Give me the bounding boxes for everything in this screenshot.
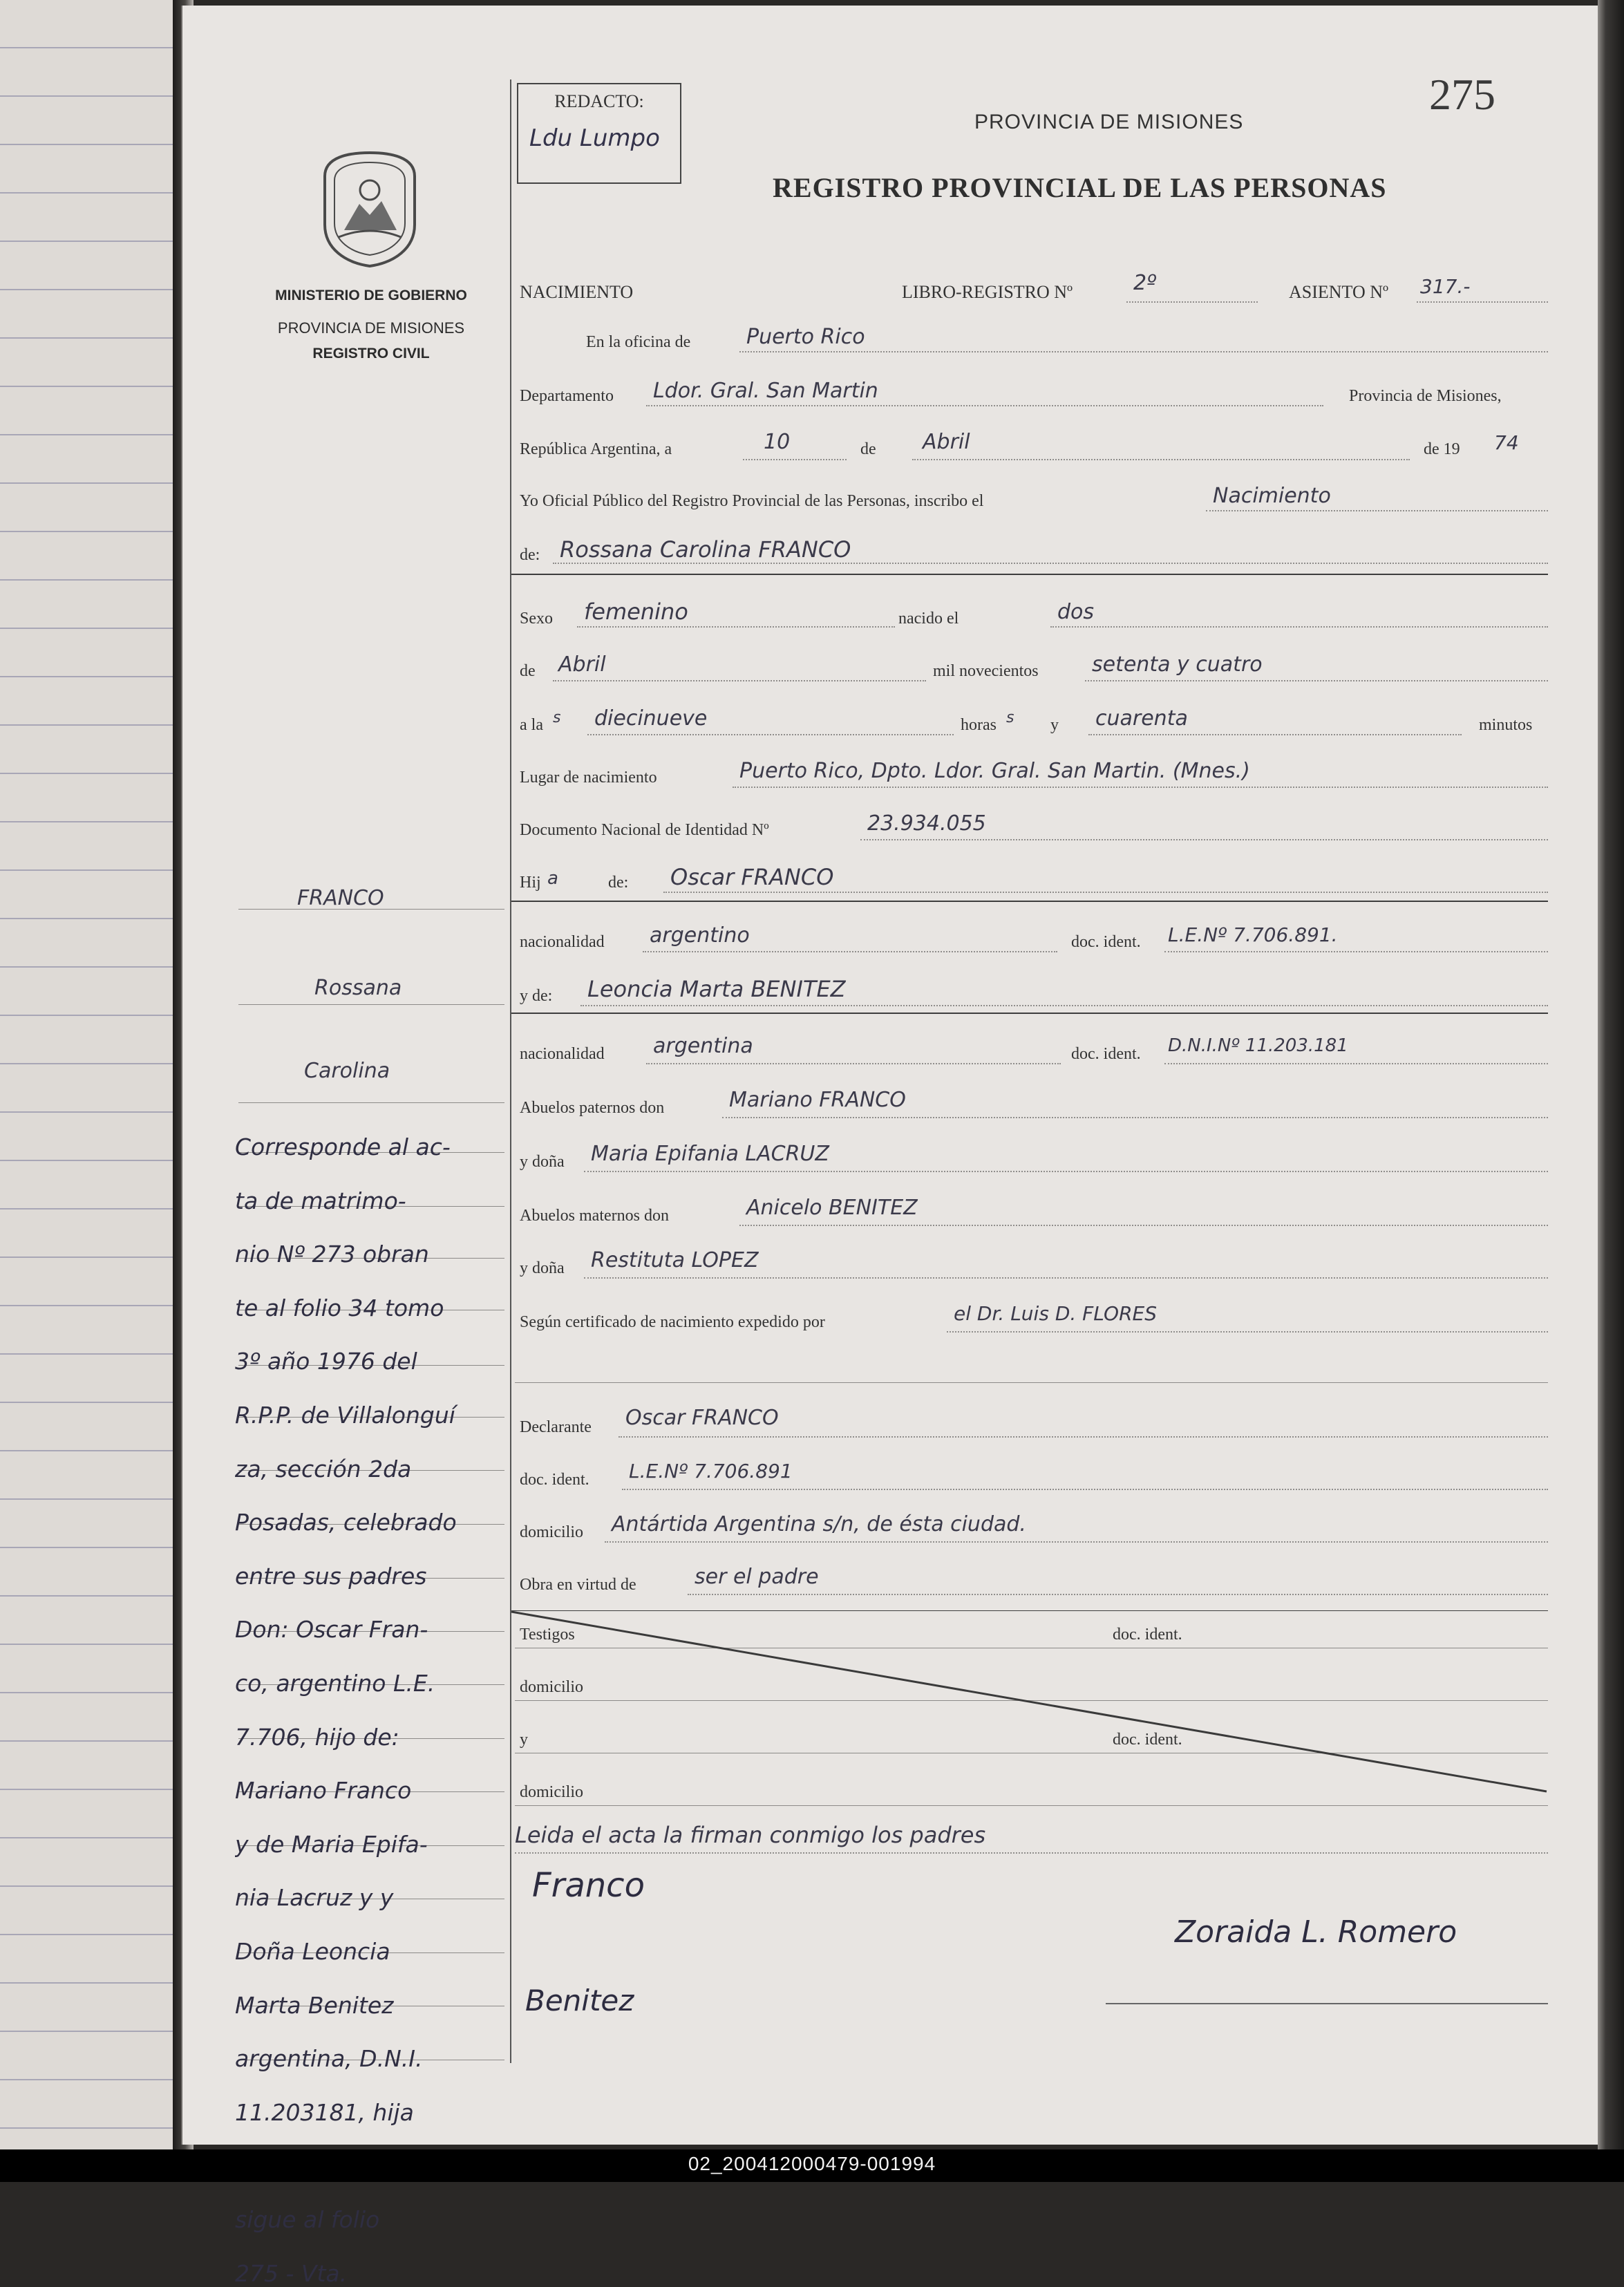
signature-line bbox=[1106, 2003, 1548, 2004]
certificate-value: el Dr. Luis D. FLORES bbox=[954, 1302, 1157, 1325]
margin-note-line: nia Lacruz y y bbox=[235, 1884, 394, 1912]
maternal-grandfather-label: Abuelos maternos don bbox=[520, 1207, 669, 1225]
de-label: de bbox=[860, 440, 876, 458]
margin-note-line: R.P.P. de Villalonguí bbox=[235, 1402, 455, 1429]
provincial-seal-icon bbox=[318, 149, 422, 270]
born-label: nacido el bbox=[898, 610, 959, 628]
closing-statement: Leida el acta la firman conmigo los padres bbox=[515, 1822, 986, 1848]
closing-dotted-line bbox=[515, 1852, 1548, 1854]
father-doc-label: doc. ident. bbox=[1071, 933, 1141, 951]
ministry-province: PROVINCIA DE MISIONES bbox=[277, 319, 465, 337]
office-value: Puerto Rico bbox=[746, 325, 865, 349]
entry-dotted-line bbox=[1417, 301, 1548, 303]
father-name: Oscar FRANCO bbox=[670, 864, 834, 890]
witness-and-label: y bbox=[520, 1731, 528, 1749]
maternal-grandfather-value: Anicelo BENITEZ bbox=[746, 1196, 918, 1220]
address-label: domicilio bbox=[520, 1523, 583, 1541]
paternal-grandmother-dotted-line bbox=[584, 1171, 1548, 1172]
witness-address-label-2: domicilio bbox=[520, 1783, 583, 1801]
margin-first-name: Rossana bbox=[314, 976, 402, 1000]
day-value: 10 bbox=[764, 430, 791, 454]
dni-value: 23.934.055 bbox=[867, 811, 986, 836]
margin-note-line: argentina, D.N.I. bbox=[235, 2045, 423, 2073]
maternal-grandmother-label: y doña bbox=[520, 1259, 565, 1277]
entry-label: ASIENTO Nº bbox=[1289, 282, 1389, 302]
father-doc-dotted-line bbox=[1164, 951, 1548, 952]
section-rule bbox=[511, 574, 1548, 575]
mother-doc-dotted-line bbox=[1164, 1063, 1548, 1064]
father-nationality-label: nacionalidad bbox=[520, 933, 605, 951]
margin-rule bbox=[238, 1004, 504, 1005]
born-year-value: setenta y cuatro bbox=[1092, 652, 1263, 677]
dni-label: Documento Nacional de Identidad Nº bbox=[520, 821, 769, 839]
mother-signature: Benitez bbox=[525, 1984, 634, 2017]
margin-middle-name: Carolina bbox=[304, 1059, 390, 1083]
maternal-grandmother-dotted-line bbox=[584, 1277, 1548, 1279]
father-doc-value: L.E.Nº 7.706.891. bbox=[1168, 923, 1338, 946]
margin-note-line: Corresponde al ac- bbox=[235, 1133, 451, 1160]
dni-dotted-line bbox=[860, 839, 1548, 840]
father-nationality-dotted-line bbox=[643, 951, 1057, 952]
declarant-doc-dotted-line bbox=[622, 1489, 1548, 1490]
margin-note-line: 7.706, hijo de: bbox=[235, 1723, 399, 1751]
minutes-label: minutos bbox=[1479, 716, 1533, 734]
sex-label: Sexo bbox=[520, 610, 553, 628]
image-id-label: 02_200412000479-001994 bbox=[688, 2153, 936, 2174]
declarant-dotted-line bbox=[619, 1436, 1548, 1438]
office-dotted-line bbox=[739, 351, 1548, 352]
paternal-grandfather-value: Mariano FRANCO bbox=[729, 1088, 906, 1112]
minute-dotted-line bbox=[1088, 734, 1462, 735]
minute-value: cuarenta bbox=[1095, 706, 1188, 731]
father-nationality-value: argentino bbox=[650, 923, 750, 948]
year-value: 74 bbox=[1494, 431, 1519, 454]
country-label: República Argentina, a bbox=[520, 440, 672, 458]
redacto-label: REDACTO: bbox=[554, 91, 644, 111]
ministry-name: MINISTERIO DE GOBIERNO bbox=[275, 288, 467, 303]
maternal-grandfather-dotted-line bbox=[739, 1225, 1548, 1226]
declarant-doc-label: doc. ident. bbox=[520, 1471, 589, 1489]
born-month-value: Abril bbox=[558, 652, 606, 677]
mother-nationality-label: nacionalidad bbox=[520, 1045, 605, 1063]
declarant-value: Oscar FRANCO bbox=[625, 1406, 779, 1430]
book-dotted-line bbox=[1126, 301, 1258, 303]
page-number: 275 bbox=[1429, 70, 1495, 119]
year-label: de 19 bbox=[1424, 440, 1460, 458]
margin-note-line: Posadas, celebrado bbox=[235, 1509, 457, 1536]
margin-note-line: te al folio 34 tomo bbox=[235, 1294, 444, 1321]
margin-note-line: sigue al folio bbox=[235, 2206, 380, 2233]
margin-note-line: ta de matrimo- bbox=[235, 1187, 406, 1214]
department-label: Departamento bbox=[520, 387, 614, 405]
margin-note-line: Marta Benitez bbox=[235, 1991, 394, 2019]
province-heading: PROVINCIA DE MISIONES bbox=[974, 111, 1244, 133]
witness-doc-label: doc. ident. bbox=[1113, 1626, 1182, 1644]
witness-strike-line bbox=[510, 1610, 1548, 1794]
name-dotted-line bbox=[553, 563, 1548, 564]
registrant-name: Rossana Carolina FRANCO bbox=[560, 536, 851, 563]
hours-suffix: s bbox=[1006, 709, 1014, 726]
blank-line bbox=[515, 1382, 1548, 1383]
margin-rule bbox=[238, 1102, 504, 1103]
paternal-grandfather-label: Abuelos paternos don bbox=[520, 1099, 665, 1117]
born-day-dotted-line bbox=[1050, 626, 1548, 628]
and-label: y bbox=[1050, 716, 1059, 734]
capacity-label: Obra en virtud de bbox=[520, 1576, 636, 1594]
sex-value: femenino bbox=[584, 599, 688, 625]
next-page-edge bbox=[1598, 0, 1624, 2149]
certificate-dotted-line bbox=[947, 1331, 1548, 1333]
born-year-dotted-line bbox=[1085, 680, 1548, 681]
paternal-grandmother-value: Maria Epifania LACRUZ bbox=[591, 1142, 829, 1166]
birthplace-dotted-line bbox=[733, 787, 1548, 788]
book-label: LIBRO-REGISTRO Nº bbox=[902, 282, 1073, 302]
birthplace-value: Puerto Rico, Dpto. Ldor. Gral. San Martin. (Mnes.) bbox=[739, 759, 1250, 783]
margin-note-line: co, argentino L.E. bbox=[235, 1670, 435, 1697]
paternal-grandfather-dotted-line bbox=[722, 1117, 1548, 1118]
margin-surname: FRANCO bbox=[297, 886, 384, 910]
mother-dotted-line bbox=[580, 1005, 1548, 1006]
month-value: Abril bbox=[923, 430, 970, 454]
child-of-label: de: bbox=[608, 874, 629, 892]
official-signature: Zoraida L. Romero bbox=[1175, 1914, 1457, 1950]
margin-note-line: 11.203181, hija bbox=[235, 2098, 414, 2126]
capacity-value: ser el padre bbox=[695, 1565, 819, 1589]
capacity-dotted-line bbox=[688, 1594, 1548, 1595]
mother-doc-label: doc. ident. bbox=[1071, 1045, 1141, 1063]
inscribed-value: Nacimiento bbox=[1213, 484, 1331, 508]
month-dotted-line bbox=[912, 459, 1410, 460]
witness-address-label: domicilio bbox=[520, 1678, 583, 1696]
margin-note-line: nio Nº 273 obran bbox=[235, 1241, 429, 1268]
inscribed-dotted-line bbox=[1206, 510, 1548, 511]
thousand-label: mil novecientos bbox=[933, 662, 1039, 680]
mother-doc-value: D.N.I.Nº 11.203.181 bbox=[1168, 1035, 1348, 1056]
redacto-signature: Ldu Lumpo bbox=[529, 124, 660, 152]
margin-note-line: y de Maria Epifa- bbox=[235, 1830, 428, 1858]
previous-page-edge bbox=[0, 0, 173, 2149]
province-suffix: Provincia de Misiones, bbox=[1349, 387, 1502, 405]
sex-dotted-line bbox=[577, 626, 895, 628]
hour-value: diecinueve bbox=[594, 706, 708, 731]
record-type-label: NACIMIENTO bbox=[520, 282, 634, 302]
father-dotted-line bbox=[663, 892, 1548, 893]
witness-doc-label-2: doc. ident. bbox=[1113, 1731, 1182, 1749]
name-label: de: bbox=[520, 546, 540, 564]
section-rule bbox=[511, 901, 1548, 902]
born-day-value: dos bbox=[1057, 600, 1095, 624]
child-label: Hij bbox=[520, 874, 541, 892]
department-value: Ldor. Gral. San Martin bbox=[653, 379, 878, 403]
margin-note-line: Don: Oscar Fran- bbox=[235, 1616, 428, 1644]
witnesses-label: Testigos bbox=[520, 1626, 575, 1644]
margin-note-line: za, sección 2da bbox=[235, 1455, 412, 1483]
mother-nationality-value: argentina bbox=[653, 1034, 753, 1058]
born-month-de: de bbox=[520, 662, 536, 680]
born-month-dotted-line bbox=[553, 680, 926, 681]
witness-line bbox=[515, 1805, 1548, 1806]
mother-of-label: y de: bbox=[520, 987, 553, 1005]
entry-value: 317.- bbox=[1420, 275, 1471, 298]
ministry-office: REGISTRO CIVIL bbox=[312, 346, 430, 361]
mother-nationality-dotted-line bbox=[646, 1063, 1061, 1064]
margin-note-line: 275 - Vta. bbox=[235, 2259, 348, 2287]
margin-note-line: Mariano Franco bbox=[235, 1777, 412, 1805]
birthplace-label: Lugar de nacimiento bbox=[520, 769, 657, 787]
father-signature: Franco bbox=[532, 1866, 645, 1905]
declarant-label: Declarante bbox=[520, 1418, 592, 1436]
margin-note-line: Doña Leoncia bbox=[235, 1938, 390, 1965]
address-dotted-line bbox=[605, 1541, 1548, 1543]
hours-label: horas bbox=[961, 716, 997, 734]
paternal-grandmother-label: y doña bbox=[520, 1153, 565, 1171]
child-suffix: a bbox=[547, 868, 558, 889]
department-dotted-line bbox=[646, 405, 1323, 406]
margin-note-line: entre sus padres bbox=[235, 1562, 427, 1590]
book-value: 2º bbox=[1133, 271, 1157, 295]
section-rule bbox=[511, 1013, 1548, 1014]
day-dotted-line bbox=[743, 459, 847, 460]
certificate-label: Según certificado de nacimiento expedido por bbox=[520, 1313, 825, 1331]
mother-name: Leoncia Marta BENITEZ bbox=[587, 976, 846, 1002]
registry-title: REGISTRO PROVINCIAL DE LAS PERSONAS bbox=[773, 172, 1387, 203]
hour-dotted-line bbox=[587, 734, 954, 735]
redacto-box bbox=[517, 83, 681, 184]
office-label: En la oficina de bbox=[586, 333, 691, 351]
at-label: a la bbox=[520, 716, 543, 734]
maternal-grandmother-value: Restituta LOPEZ bbox=[591, 1248, 759, 1272]
address-value: Antártida Argentina s/n, de ésta ciudad. bbox=[612, 1512, 1026, 1536]
at-suffix: s bbox=[553, 709, 561, 726]
declarant-doc-value: L.E.Nº 7.706.891 bbox=[629, 1460, 793, 1483]
margin-note-line: 3º año 1976 del bbox=[235, 1348, 417, 1375]
official-text: Yo Oficial Público del Registro Provincial de las Personas, inscribo el bbox=[520, 492, 984, 510]
